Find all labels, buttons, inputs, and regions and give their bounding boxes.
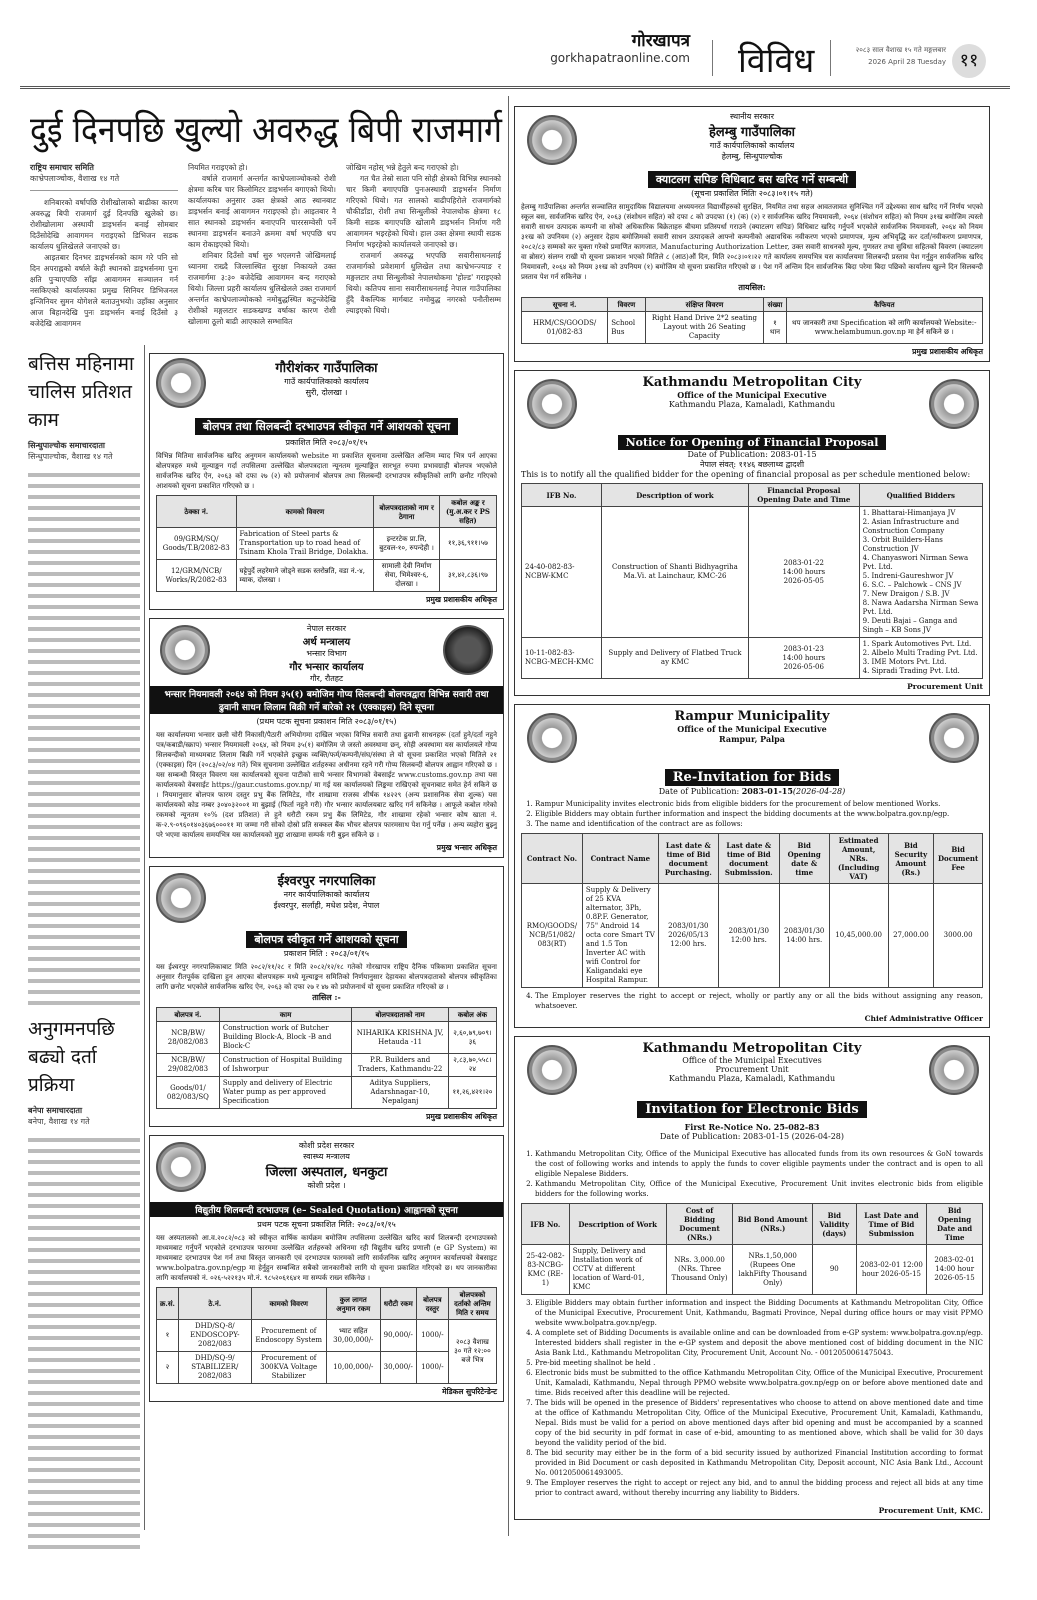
org-name: Kathmandu Metropolitan City: [642, 1041, 862, 1056]
table-row: [157, 528, 497, 560]
column-header: बोलपत्र नं.: [157, 1008, 220, 1022]
table-cell: 10,45,000.00: [829, 884, 888, 988]
divider: [508, 96, 509, 1536]
list-item: 6. Electronic bids must be submitted to the office Kathmandu Metropolitan City, Office of the Municipal Executive, Procurement Unit, Kamaladi, Kathmandu, Nepal through PPMO website www.bolpatra.gov.np/egp on or before above mentioned date and time. Bids received after this deadline will be rejected.: [535, 1368, 983, 1398]
notice-table: [521, 483, 983, 679]
column-header: बोलपत्रदाताको नाम र ठेगाना: [374, 496, 440, 528]
signatory: प्रमुख प्रशासकीय अधिकृत: [426, 595, 497, 604]
notice-kmc-financial-proposal: [514, 370, 990, 696]
notice-title: भन्सार नियमावली २०६४ को नियम ३५(१) बमोजिम गोप्य सिलबन्दी बोलपत्रद्वारा विभिन्न सवारी तथा ढुवानी साधन लिलाम बिक्री गर्ने बारेको २१ (एक्काइस) दिने सूचना: [150, 686, 503, 714]
table-cell: २,६०,७९,७०९।३६: [448, 1022, 496, 1054]
paper-url[interactable]: gorkhapatraonline.com: [550, 51, 690, 65]
office-name: गाउँ कार्यपालिकाको कार्यालय: [284, 377, 369, 386]
table-cell: NCB/BW/ 29/082/083: [157, 1054, 220, 1077]
lead-headline[interactable]: दुई दिनपछि खुल्यो अवरुद्ध बिपी राजमार्ग: [30, 110, 502, 151]
department-name: भन्सार विभाग: [306, 649, 347, 658]
nepal-emblem-icon: [156, 873, 206, 923]
section-title: विविध: [738, 41, 815, 81]
table-row: 24-40-082-83-NCBW-KMC Construction of Shanti Bidhyagriha Ma.Vi. at Lainchaur, KMC-26 2083-01-22 14:00 hours 2026-05-05 1. Bhattarai-Himanjaya JV 2. Asian Infrastructure and Construction Company 3. Orbit Builders-Hans Construction JV 4. Chanyaswori Nirman Sewa Pvt. Ltd. 5. Indreni-Gaureshwor JV 6. S.C. – Palchowk – CNS JV 7. New Draigon / S.B. JV 8. Nawa Aadarsha Nirman Sewa Pvt. Ltd. 9. Deuti Bajai – Ganga and Singh – KB Sons JV: [522, 507, 983, 638]
signatory: प्रमुख भन्सार अधिकृत: [436, 843, 497, 852]
notice-title: विद्युतीय शिलबन्दी दरभाउपत्र (e– Sealed Quotation) आह्वानको सूचना: [150, 1202, 503, 1217]
article-body: [28, 470, 140, 1010]
address: Kathmandu Plaza, Kamaladi, Kathmandu: [668, 1074, 836, 1083]
side-headline[interactable]: अनुगमनपछि बढ्यो दर्ता प्रक्रिया: [28, 1018, 115, 1096]
list-item: 9. The Employer reserves the right to accept or reject any bid, and to annul the bidding process and reject all bids at any time prior to contract award, without thereby incurring any liability to Bidders.: [535, 1478, 983, 1498]
table-cell: NCB/BW/ 28/082/083: [157, 1022, 220, 1054]
notice-intro: This is to notify all the qualified bidder for the opening of financial proposal as per schedule mentioned below:: [521, 470, 971, 479]
table-cell: Supply, Delivery and Installation work of CCTV at different location of Ward-01, KMC: [569, 1245, 666, 1295]
notice-title: बोलपत्र तथा सिलबन्दी दरभाउपत्र स्वीकृत गर्ने आशयको सूचना: [195, 418, 458, 435]
unit-name: Procurement Unit: [715, 1065, 789, 1074]
column-header: Last Date and Time of Bid Submission: [856, 1204, 926, 1245]
notice-rampur: [514, 704, 990, 1028]
column-header: Bid Security Amount (Rs.): [888, 834, 934, 884]
table-cell: 3000.00: [934, 884, 983, 988]
table-cell: NRs.1,50,000 (Rupees One lakhFifty Thousand Only): [733, 1245, 812, 1295]
notice-table: [156, 495, 497, 592]
notice-table: [521, 833, 983, 988]
byline: बनेपा समाचारदाता बनेपा, वैशाख १४ गते: [28, 1106, 90, 1126]
table-row: [157, 1054, 497, 1077]
list-item: 1. Kathmandu Metropolitan City, Office of the Municipal Executive has allocated funds from its own resources & GoN towards the cost of following works and intends to apply the funds to cover eligible payments under the contract and is open to all eligible Nepalese Bidders.: [535, 1149, 983, 1179]
column-header: Contract No.: [522, 834, 583, 884]
paper-name: गोरखापत्र: [631, 31, 690, 51]
table-cell: 2083/01/30 14:00 hrs.: [779, 884, 829, 988]
table-cell: Supply & Delivery of 25 KVA alternator, 3Ph, 0.8P.F. Generator, 75" Android 14 octa core Smart TV and 1.5 Ton Inverter AC with wifi Control for Kaligandaki eye Hospital Rampur.: [582, 884, 658, 988]
list-item: 5. Pre-bid meeting shallnot be held .: [535, 1358, 983, 1368]
notice-points: 4. The Employer reserves the right to accept or reject, wholly or partly any or all the bids without assigning any reason, whatsoever.: [521, 991, 983, 1011]
divider: [144, 345, 145, 1530]
column-header: काम: [219, 1008, 351, 1022]
rampur-logo-icon: [929, 713, 979, 763]
list-item: 8. The bid security may either be in the form of a bid security issued by authorized Financial Institution according to format provided in Bid Document or cash deposited in Kathmandu Metropolitan City, Deposit account, NIC Asia Bank Ltd., Account No. 0012050061493005.: [535, 1448, 983, 1478]
address: ईश्वरपुर, सर्लाही, मधेश प्रदेश, नेपाल: [273, 901, 380, 910]
column-header: IFB No.: [522, 1204, 570, 1245]
address: Rampur, Palpa: [719, 734, 785, 744]
table-cell: 2083/01/30 2026/05/13 12:00 hrs.: [658, 884, 718, 988]
ministry-name: अर्थ मन्त्रालय: [302, 637, 351, 648]
table-cell: Construction of Hospital Building of Ishworpur: [219, 1054, 351, 1077]
table-row: [157, 1022, 497, 1054]
notice-table: [521, 1203, 983, 1295]
table-row: [157, 1077, 497, 1109]
org-name: Rampur Municipality: [674, 709, 830, 724]
column-header: Last date & time of Bid document Purchasing.: [658, 834, 718, 884]
table-row: 10-11-082-83-NCBG-MECH-KMC Supply and Delivery of Flatbed Truck ay KMC 2083-01-23 14:00 hours 2026-05-06 1. Spark Automotives Pvt. Ltd. 2. Albelo Multi Trading Pvt. Ltd. 3. IME Motors Pvt. Ltd. 4. Sipradi Trading Pvt. Ltd.: [522, 638, 983, 679]
publication-date: Date of Publication: 2083-01-15(2026-04-28): [658, 786, 846, 796]
office-name: Office of the Municipal Executive: [677, 390, 827, 400]
notice-gaurishankar: [149, 353, 504, 610]
table-row: [522, 312, 983, 344]
notice-gaur-customs: [149, 618, 504, 858]
table-cell: २,८३,७०,५५८।२४: [448, 1054, 496, 1077]
table-row: [522, 1245, 983, 1295]
notice-body: हेलम्बु गाउँपालिका अन्तर्गत सञ्चालित सामुदायिक विद्यालयमा अध्ययनरत विद्यार्थीहरुको सुरक्षित, नियमित तथा सहज आवतजावत सुनिश्चित गर्ने उद्देश्यका साथ खरिद गर्ने निर्णय भएको स्कूल बस, सार्वजनिक खरिद ऐन, २०६३ (संशोधन सहित) को दफा ८ को उपदफा (१) (क) (२) र सार्वजनिक खरिद नियमावली, २०६४ (संशोधन सहित) को नियम ३१ख बमोजिम त्यस्तो सवारी साधन उत्पादक कम्पनी वा सोको अधिकारिक बिक्रेताहरु बीचमा प्रतिस्पर्धा गराउने (क्याटलग सपिङ) विधिबाट खरिद गर्नुपर्ने भएकोले सार्वजनिक नियमावली, २०६४ को नियम ३१ख को उपनियम (२) अनुसार देहाय बमोजिमको सवारी साधन उत्पादकले आफ्नो कम्पनीको अद्यावधिक नवीकरण भएको प्रमाणपत्र, मूल्य अभिवृद्धि कर दर्ता/नवीकरण प्रमाणपत्र, २०८२/८३ सम्मको कर चुक्ता गरेको प्रमाणित कागजात, Manufacturing Authorization Letter, उक्त सवारी साधनको मूल्य, गुणस्तर तथा सुविधा सहितको विवरण (क्याटलग वा ब्रोसर) संलग्न राखी यो सूचना प्रकाशन भएको मितिले ८ (आठ)औं दिन, मिति २०८३।०१।२२ गते कार्यालय समयभित्र यस कार्यालयमा सिलबन्दी प्रस्ताव पेश गर्नुहुन सार्वजनिक खरिद नियमावली, २०६४ को नियम ३१ख को उपनियम (१) बमोजिम यो सूचना प्रकाशित गरिएको छ । पेश गर्ने अन्तिम दिन सार्वजनिक बिदा परेमा बिदा पछिको कार्यालय खुल्ने दिन सिलबन्दी प्रस्ताव पेश गर्न सकिनेछ ।: [521, 203, 983, 281]
masthead: [400, 28, 690, 65]
column-header: बोलपत्रदाताको नाम: [352, 1008, 449, 1022]
column-header: Bid Document Fee: [934, 834, 983, 884]
column-header: कामको विवरण: [236, 496, 374, 528]
notice-points: [521, 1149, 983, 1199]
table-cell: P.R. Builders and Traders, Kathmandu-22: [352, 1054, 449, 1077]
org-name: गौरीशंकर गाउँपालिका: [275, 361, 378, 376]
column-header: Bid Opening date & time: [779, 834, 829, 884]
middle-notices: [149, 353, 504, 1402]
table-cell: 27,000.00: [888, 884, 934, 988]
side-story-2: [28, 1015, 140, 1555]
office-name: Office of the Municipal Executives: [682, 1056, 822, 1065]
notice-dhankuta-hospital: [149, 1135, 504, 1402]
signatory: Procurement Unit, KMC.: [878, 1506, 983, 1515]
signatory: Chief Administrative Officer: [864, 1014, 983, 1023]
signatory: प्रमुख प्रशासकीय अधिकृत: [426, 1112, 497, 1121]
org-name: Kathmandu Metropolitan City: [642, 375, 862, 390]
notice-title: Notice for Opening of Financial Proposal: [618, 435, 887, 450]
table-cell: 12/GRM/NCB/ Works/R/2082-83: [157, 560, 237, 592]
office-name: गौर भन्सार कार्यालय: [289, 662, 364, 673]
table-row: १ DHD/SQ-8/ ENDOSCOPY- 2082/083 Procurement of Endoscopy System भ्याट सहित 30,00,000/- 90,000/- 1000/- २०८३ वैशाख ३० गते १२:०० बजे भित्र: [157, 1320, 497, 1352]
side-headline[interactable]: बत्तिस महिनामा चालिस प्रतिशत काम: [28, 353, 134, 431]
table-row: [157, 560, 497, 592]
column-header: सूचना नं.: [522, 298, 608, 312]
bidder-item: 6. S.C. – Palchowk – CNS JV: [862, 581, 962, 589]
bidder-item: 8. Nawa Aadarsha Nirman Sewa Pvt. Ltd.: [862, 599, 979, 616]
table-cell: NIHARIKA KRISHNA JV, Hetauda -11: [352, 1022, 449, 1054]
notice-body: यस ईश्वरपुर नगरपालिकाबाट मिति २०८२/११/२८ र मिति २०८२/१२/१८ गतेको गोरखापत्र राष्ट्रिय दैनिक पत्रिकामा प्रकाशित सूचना अनुसार रीतपूर्वक दाखिला हुन आएका बोलपत्रहरू मध्ये मूल्याङ्कन समितिको निर्णयानुसार देहायका बोलपत्रदाताको बोलपत्र स्वीकृतिका लागि छनोट भएकोले सार्वजनिक खरिद ऐन, २०६३ को दफा २७ र ४७ को प्रयोजनार्थ यो सूचना प्रकाशित गरिएको छ ।: [156, 963, 497, 991]
address: हेलम्बु, सिन्धुपाल्चोक: [721, 152, 783, 161]
table-cell: 2083-02-01 12:00 hour 2026-05-15: [856, 1245, 926, 1295]
table-cell: १ थान: [764, 312, 786, 344]
column-header: Description of Work: [569, 1204, 666, 1245]
column-header: ठेक्का नं.: [157, 496, 237, 528]
column-header: कैफियत: [786, 298, 982, 312]
ministry-name: स्वास्थ्य मन्त्रालय: [303, 1152, 350, 1161]
table-cell: ११,३६,९११।५७: [439, 528, 496, 560]
signatory: मेडिकल सुपरिटेन्डेन्ट: [442, 1387, 497, 1396]
lead-column-2: नियमित गराइएको हो। वर्षाले राजमार्ग अन्तर्गत काभ्रेपलाञ्चोकको रोशी क्षेत्रमा करिब चार किलोमिटर डाइभर्सन बगाएको थियो। कार्यालयका अनुसार उक्त क्षेत्रको आठ स्थानबाट डाइभर्सन बनाई आवागमन गराइएको हो। आइतबार नै सात स्थानको डाइभर्सन बनाएपनि चाररसम्वेसी पर्ने स्थानमा डाइभर्सन बनाउने क्रममा वर्षा भएपछि थप काम रोकाइएको थियो। शनिबार दिउँसो वर्षा सुरु भएलगत्तै जोखिमलाई ध्यानमा राख्दै जिल्लास्थित सुरक्षा निकायले उक्त राजमार्गमा ३:३० बजेदेखि आवागमन बन्द गराएको थियो। जिल्ला प्रहरी कार्यालय धुलिखेलले उक्त राजमार्ग अन्तर्गत काभ्रेपलाञ्चोकको नमोबुद्धस्थित कटुन्जेदेखि रोशीको मङ्गलटार सडकखण्ड वर्षाका कारण रोशी खोलामा ठूलो बाढी आएकाले सम्भावित: [188, 163, 336, 326]
table-cell: घट्टेपुर्दे लहरेमाने जोड्ने सडक स्तरोन्नति, वडा नं.-४, म्याक, दोलखा ।: [236, 560, 374, 592]
publication-date: (सूचना प्रकाशित मितिः २०८३।०१।१५ गते): [691, 189, 813, 198]
notice-title: क्याटलग सपिङ विधिबाट बस खरिद गर्ने सम्बन्धी: [648, 171, 856, 188]
nepal-emblem-icon: [156, 1142, 206, 1192]
table-cell: Aditya Suppliers, Adarshnagar-10, Nepalganj: [352, 1077, 449, 1109]
publication-date: प्रकाशित मिति २०८३/०१/१५: [285, 438, 368, 447]
column-header: कबोल अंक: [448, 1008, 496, 1022]
byline: राष्ट्रिय समाचार समिति काभ्रेपलाञ्चोक, वैशाख १४ गते: [30, 163, 120, 183]
gov-name: स्थानीय सरकार: [730, 112, 774, 121]
office-name: गाउँ कार्यपालिकाको कार्यालय: [709, 141, 795, 150]
org-name: ईश्वरपुर नगरपालिका: [277, 874, 376, 889]
notice-title: बोलपत्र स्वीकृत गर्ने आशयको सूचना: [246, 931, 406, 948]
date-english: 2026 April 28 Tuesday: [868, 58, 946, 66]
office-name: Office of the Municipal Executive: [677, 724, 827, 734]
list-item: 1. Rampur Municipality invites electronic bids from eligible bidders for the procurement of below mentioned Works.: [535, 799, 983, 809]
schedule-label: तायसिल:: [738, 282, 766, 292]
column-header: कबोल अङ्क र (मु.अ.कर र PS सहित): [439, 496, 496, 528]
publication-date: Date of Publication: 2083-01-15: [687, 450, 817, 459]
bidder-item: 3. IME Motors Pvt. Ltd.: [862, 658, 947, 666]
table-cell: 2083/01/30 12:00 hrs.: [718, 884, 779, 988]
customs-logo-icon: [443, 625, 493, 675]
notice-kmc-electronic-bids: [514, 1036, 990, 1520]
table-cell: 09/GRM/SQ/ Goods/T.B/2082-83: [157, 528, 237, 560]
org-name: हेलम्बु गाउँपालिका: [709, 125, 795, 140]
list-item: 7. The bids will be opened in the presence of Bidders' representatives who choose to attend on above mentioned date and time at the office of Kathmandu Metropolitan City, Office of the Municipal Executive, Procurement Unit, Kamaladi, Kathmandu, Nepal. Bids must be valid for a period on above mentioned days after bid opening and must be accompanied by a scanned copy of the bid security in pdf format in case of e-bid, amounting to as mentioned above, which shall be valid for 30 days beyond the validity period of the bid.: [535, 1398, 983, 1448]
bidder-item: 1. Bhattarai-Himanjaya JV: [862, 509, 956, 517]
lead-column-3: जोखिम नहोस् भन्ने हेतुले बन्द गराएको हो। गत चैत तेस्रो साता पनि सोही क्षेत्रको विभिन्न स्थानको चार किमी बगाएपछि पुनःअस्थायी डाइभर्सन निर्माण गरिएको थियो। गत सालको बाढीपहिरोले राजमार्गको चौकीडाँडा, रोशी तथा सिन्धुलीको नेपालथोक क्षेत्रमा १८ किमी सडक बगाएपछि खोलामै डाइभर्सन निर्माण गरी आवागमन भइरहेको थियो। हाल उक्त क्षेत्रमा स्थायी सडक निर्माण भइरहेको कार्यालयले जनाएको छ। राजमार्ग अवरुद्ध भएपछि सवारीसाधनलाई राजमार्गको प्रवेशमार्ग धुलिखेल तथा काभ्रेभन्ज्याङ र मङ्गलटार तथा सिन्धुलीको नेपालथोकमा 'होल्ड' गराइएको थियो। कतिपय साना सवारीसाधनलाई नेपाल गाउँपालिका हुँदै वैकल्पिक मार्गबाट नमोबुद्ध नगरको पनौतीसम्म ल्याइएको थियो।: [346, 163, 501, 315]
table-cell: School Bus: [608, 312, 645, 344]
article-body: [28, 1135, 140, 1555]
list-item: 4. A complete set of Bidding Documents is available online and can be downloaded from e-GP system: www.bolpatra.gov.np/egp. Interested bidders shall register in the e-GP system and deposit the above mentioned cost of bidding document in the NIC Asia Bank Ltd., Kathmandu Metropolitan City, Procurement Unit, Account No. - 0012050061475043.: [535, 1328, 983, 1358]
signatory: प्रमुख प्रशासकीय अधिकृत: [912, 347, 983, 356]
bidder-item: 2. Albelo Multi Trading Pvt. Ltd.: [862, 649, 978, 657]
issue-date: [838, 44, 946, 68]
notice-table: [156, 1007, 497, 1109]
byline: सिन्धुपाल्चोक समाचारदाता सिन्धुपाल्चोक, वैशाख १४ गते: [28, 441, 113, 461]
table-cell: ११,२६,४२१।२०: [448, 1077, 496, 1109]
notice-body: यस अस्पतालको आ.व.२०८२/०८३ को स्वीकृत वार्षिक कार्यक्रम बमोजिम तपसिलमा उल्लेखित खरिद कार्य शिलबन्दी दरभाउपत्रको माध्यमबाट गर्नुपर्ने भएकोले दरभाउपत्र फारममा उल्लेखित शर्तहरुको अधिनमा रही विद्युतीय खरिद प्रणाली (e GP System) का माध्यमबाट दरभाउपत्र पेश गर्न तथा विस्तृत जानकारी एवं दरभाउपत्र फारमको लागि सार्वजनिक खरिद अनुगमन कार्यालयको वेबसाइट www.bolpatra.gov.np/egp मा हेर्नुहुन सम्बन्धित सबैको जानकारीको लागि यो सूचना प्रकाशित गरिएको छ। थप जानकारीका लागि कार्यालयको नं. ०२६-५२२१३५ मो.नं. ९८५२०६१६४१ मा सम्पर्क राख्न सकिनेछ ।: [156, 1234, 497, 1282]
column-header: Cost of Bidding Document (NRs.): [666, 1204, 733, 1245]
header-rule: [20, 86, 1010, 89]
gov-name: नेपाल सरकार: [306, 624, 347, 633]
table-row: २ DHD/SQ-9/ STABILIZER/ 2082/083 Procurement of 300KVA Voltage Stabilizer 10,00,000/- 30,000/- 1000/-: [157, 1352, 497, 1384]
lead-column-1: राष्ट्रिय समाचार समिति काभ्रेपलाञ्चोक, वैशाख १४ गते शनिबारको वर्षापछि रोशीखोलाको बाढीका कारण अवरुद्ध बिपी राजमार्ग दुई दिनपछि खुलेको छ। रोशीखोलामा अस्थायी डाइभर्सन बनाई सोमबार दिउँसोदेखि आवागमन गराइएको डिभिजन सडक कार्यालय धुलिखेलले जनाएको छ। आइतबार दिनभर डाइभर्सनको काम गरे पनि सो दिन अपराह्नको वर्षाले केही स्थानको डाइभर्सनमा पुनः क्षति पुऱ्याएपछि साँझ आवागमन सञ्चालन गर्न नसकिएको कार्यालयका प्रमुख सिनियर डिभिजनल इन्जिनियर सुमन योगेशले बताउनुभयो। उहाँका अनुसार आज बिहानदेखि पुनः डाइभर्सन बनाई दिउँसो ३ बजेदेखि आवागमन: [30, 163, 178, 328]
column-header: Bid Bond Amount (NRs.): [733, 1204, 812, 1245]
table-cell: सामाली देवी निर्माण सेवा, भिमेश्वर-६, दोलखा ।: [374, 560, 440, 592]
notice-title: Re-Invitation for Bids: [665, 769, 840, 786]
right-notices: [514, 106, 990, 1520]
table-cell: Fabrication of Steel parts & Transportation up to road head of Tsinam Khola Trail Bridge, Dolakha.: [236, 528, 374, 560]
column-header: Bid Validity (days): [812, 1204, 856, 1245]
table-cell: NRs. 3,000.00 (NRs. Three Thousand Only): [666, 1245, 733, 1295]
address: Kathmandu Plaza, Kamaladi, Kathmandu: [668, 400, 836, 409]
table-header-row: IFB No. Description of work Financial Proposal Opening Date and Time Qualified Bidders: [522, 484, 983, 507]
table-cell: इन्टरटेक प्रा.लि, बुटवल-१०, रुपन्देही ।: [374, 528, 440, 560]
side-story-1: [28, 350, 140, 1010]
bidder-item: 4. Chanyaswori Nirman Sewa Pvt. Ltd.: [862, 554, 969, 571]
notice-title: Invitation for Electronic Bids: [637, 1101, 866, 1118]
office-name: नगर कार्यपालिकाको कार्यालय: [283, 890, 370, 899]
bidder-item: 3. Orbit Builders-Hans Construction JV: [862, 536, 943, 553]
kmc-logo-icon: [929, 379, 979, 429]
table-header-row: [157, 1008, 497, 1022]
nepal-emblem-icon: [527, 713, 577, 763]
table-cell: Supply and delivery of Electric Water pump as per approved Specification: [219, 1077, 351, 1109]
column-header: संक्षिप्त विवरण: [645, 298, 764, 312]
page-number: ११: [952, 44, 986, 78]
publication-date: Date of Publication: 2083-01-15 (2026-04-28): [659, 1132, 845, 1141]
table-cell: HRM/CS/GOODS/ 01/082-83: [522, 312, 608, 344]
table-cell: थप जानकारी तथा Specification को लागि कार्यालयको Website:- www.helambumun.gov.np मा हेर्न सकिने छ ।: [786, 312, 982, 344]
notice-number: First Re-Notice No. 25-082-83: [684, 1122, 820, 1132]
publication-date: प्रकाशन मिति : २०८३/०१/१५: [283, 949, 370, 958]
notice-body: विभिन्न मितिमा सार्वजनिक खरिद अनुगमन कार्यालयको website मा प्रकाशित सूचनामा उल्लेखित अन्तिम म्याद भित्र पर्न आएका बोलपत्रहरु मध्ये मूल्याङ्कन गर्दा तपसिलमा उल्लेखित बोलपत्रदाता न्यूनतम मूल्याङ्कित सारभूत रुपमा प्रभावग्राही बोलपत्र भएकोले सार्वजनिक खरिद ऐन, २०६३ को दफा २७ (२) को प्रयोजनार्थ बोलपत्र तथा सिलबन्दी दरभाउपत्र स्वीकृतिको लागि छनौट गरिएको आशयको सूचना प्रकाशित गरिएको छ ।: [156, 452, 497, 490]
column-header: Last date & time of Bid document Submission.: [718, 834, 779, 884]
table-cell: 25-42-082-83-NCBG-KMC (RE-1): [522, 1245, 570, 1295]
bidder-item: 7. New Draigon / S.B. JV: [862, 590, 950, 598]
address: कोशी प्रदेश ।: [307, 1181, 346, 1190]
table-header-row: [522, 298, 983, 312]
table-cell: Construction work of Butcher Building Block-A, Block -B and Block-C: [219, 1022, 351, 1054]
kmc-logo-icon: [929, 1045, 979, 1095]
nepal-emblem-icon: [160, 625, 210, 675]
table-cell: Right Hand Drive 2*2 seating Layout with 26 Seating Capacity: [645, 312, 764, 344]
column-header: Contract Name: [582, 834, 658, 884]
notice-helambu: [514, 106, 990, 362]
table-cell: 2083-02-01 14:00 hour 2026-05-15: [927, 1245, 983, 1295]
publication-date: प्रथम पटक सूचना प्रकाशित मिति: २०८३/०१/१५: [257, 1220, 396, 1229]
divider: [712, 40, 713, 76]
notice-table: [156, 1287, 497, 1384]
list-item: 2. Kathmandu Metropolitan City, Office of the Municipal Executive, Procurement Unit invites electronic bids from eligible bidders for the following works.: [535, 1179, 983, 1199]
table-cell: 90: [812, 1245, 856, 1295]
notice-points: [521, 1298, 983, 1498]
date-nepali: २०८३ साल वैशाख १५ गते मङ्गलबार: [855, 46, 946, 54]
list-item: 2. Eligible Bidders may obtain further information and inspect the bidding documents at the www.bolpatra.gov.np/egp.: [535, 809, 983, 819]
table-cell: Goods/01/ 082/083/SQ: [157, 1077, 220, 1109]
signatory: Procurement Unit: [907, 682, 983, 691]
address: गौर, रौतहट: [309, 674, 344, 683]
gov-name: कोशी प्रदेश सरकार: [298, 1141, 355, 1150]
notice-ishwarpur: [149, 866, 504, 1127]
address: सुरी, दोलखा ।: [305, 388, 348, 397]
table-cell: ३१,४२,८३६।९७: [439, 560, 496, 592]
divider: [830, 40, 831, 76]
table-header-row: [522, 1204, 983, 1245]
table-header-row: क्र.सं. ठे.नं. कामको विवरण कुल लागत अनुमान रकम धरौटी रकम बोलपत्र दस्तुर बोलपत्रको दर्ताको अन्तिम मिति र समय: [157, 1288, 497, 1320]
notice-body: यस कार्यालयमा भन्सार छली चोरी निकासी/पैठारी अभियोगमा दाखिल भएका विभिन्न सवारी तथा ढुवानी साधनहरू (दर्ता हुने/दर्ता नहुने पत्र/कबाडी/स्क्राप) भन्सार नियमावली २०६४, को नियम ३५(१) बमोजिम जे जस्तो अवस्थामा छन्, सोही अवस्थामा यस कार्यालयले गोप्य सिलबन्दीको माध्यमबाट लिलाम बिक्री गर्ने भएकोले इच्छुक व्यक्ति/फर्म/कम्पनी/संघ/संस्था ले यो सूचना प्रकाशित भएको मितिले २१ (एक्काइस) दिन (२०८३/०२/०४ गते) भित्र सूचनामा उल्लेखित शर्तहरुका अधीनमा रहने गरी गोप्य सिलबन्दी बोलपत्र आह्वान गरिएको छ । यस सम्बन्धी विस्तृत विवरण यस कार्यालयको सूचना पाटीको साथै भन्सार विभागको वेबसाईट www.customs.gov.np तथा यस कार्यालयको वेबसाईट https://gaur.customs.gov.np/ मा गई यस कार्यालयको लिङ्कमा राखिएको सूचनाबाट समेत हेर्न सकिने छ । नियमानुसार बोलपत्र फारम दस्तुर प्रभु बैंक लिमिटेड, गौर शाखामा राजस्व शीर्षक १४२२९ (अन्य प्रशासनिक सेवा शुल्क) यस कार्यालयको कोड नम्बर ३०४०३२००१ मा बुझाई (फिर्ता नहुने गरी) गौर भन्सार कार्यालयबाट खरिद गर्न सकिनेछ । आफूले कबोल गरेको रकमको न्यूनतम १०% (दश प्रतिशत) ले हुने धरौटी रकम प्रभु बैंक लिमिटेड, गौर शाखामा रहेको भन्सार कोष खाता नं. क-२.९-०९६०१४०३६७६०००११ मा जम्मा गरी सोको दोस्रो प्रति सक्कल बैंक भौचर बोलपत्र फारमसाथ पेश गर्नु पर्नेछ । अन्य व्यहोरा बुझ्नु परे भएमा कार्यालय समयभित्र यस कार्यालयको मुद्दा शाखामा सम्पर्क गरी बुझ्न सकिने छ ।: [156, 731, 497, 839]
bidder-item: 4. Sipradi Trading Pvt. Ltd.: [862, 667, 960, 675]
nepal-emblem-icon: [156, 358, 206, 408]
bidder-item: 1. Spark Automotives Pvt. Ltd.: [862, 640, 972, 648]
nepal-emblem-icon: [527, 379, 577, 429]
column-header: Estimated Amount, NRs. (Including VAT): [829, 834, 888, 884]
schedule-label: तासिल :-: [312, 992, 341, 1002]
column-header: Bid Opening Date and Time: [927, 1204, 983, 1245]
bidder-item: 2. Asian Infrastructure and Construction Company: [862, 518, 960, 535]
table-header-row: [522, 834, 983, 884]
bidder-item: 5. Indreni-Gaureshwor JV: [862, 572, 954, 580]
table-header-row: [157, 496, 497, 528]
org-name: जिल्ला अस्पताल, धनकुटा: [265, 1165, 388, 1180]
column-header: विवरण: [608, 298, 645, 312]
nepal-emblem-icon: [527, 1045, 577, 1095]
list-item: 3. The name and identification of the contract are as follows:: [535, 819, 983, 829]
notice-points: [521, 799, 983, 829]
nepal-sambat-date: नेपाल संवत्: ११४६ बछलाथ्व द्वादशी: [699, 460, 805, 469]
column-header: संख्या: [764, 298, 786, 312]
bidder-item: 9. Deuti Bajai – Ganga and Singh – KB Sons JV: [862, 617, 958, 634]
notice-table: [521, 297, 983, 344]
list-item: 3. Eligible Bidders may obtain further information and inspect the Bidding Documents at Kathmandu Metropolitan City, Office of the Municipal Executive, Procurement Unit, Kathmandu, Bagmati Province, Nepal during office hours or may visit PPMO website www.bolpatra.gov.np/egp.: [535, 1298, 983, 1328]
nepal-emblem-icon: [527, 115, 577, 165]
publication-date: (प्रथम पटक सूचना प्रकाशन मिति २०८३/०१/१५): [256, 717, 397, 726]
table-row: [522, 884, 983, 988]
table-cell: RMO/GOODS/ NCB/51/082/ 083(RT): [522, 884, 583, 988]
